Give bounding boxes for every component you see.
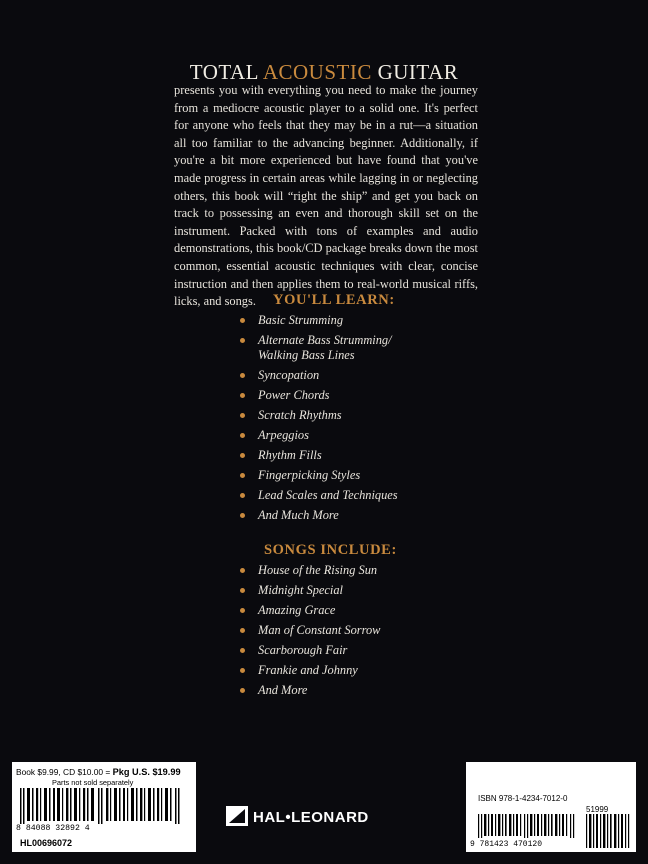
description: presents you with everything you need to make the journey from a mediocre acoustic player to a solid one. It's perfect for anyone who feels that they may be in a rut—a situation all too familiar to the advancing beginner. Additionally, if you're a bit more experienced but have found that you've made progress in certain areas while lagging in or neglecting others, this book will “right the ship” and get you back on track to possessing an even and thorough skill set on the instrument. Packed with tons of examples and audio demonstrations, this book/CD package breaks down the most common, essential acoustic techniques with clear, concise instruction and then applies them to real-world musical riffs, licks, and songs. (174, 83, 478, 309)
price-addon-barcode (586, 814, 630, 848)
list-item: Fingerpicking Styles (240, 468, 408, 483)
learn-heading: YOU'LL LEARN: (273, 292, 395, 308)
isbn-barcode (478, 814, 578, 838)
list-item: And Much More (240, 508, 408, 523)
list-item: Scratch Rhythms (240, 408, 408, 423)
package-price: Pkg U.S. $19.99 (112, 767, 181, 777)
list-item: And More (240, 683, 380, 698)
upc-digits: 8 84088 32892 4 (16, 824, 90, 833)
list-item: Lead Scales and Techniques (240, 488, 408, 503)
list-item: House of the Rising Sun (240, 563, 380, 578)
isbn-digits: 9 781423 470120 (470, 840, 543, 849)
isbn-label: ISBN 978-1-4234-7012-0 (478, 794, 568, 803)
list-item: Alternate Bass Strumming/ Walking Bass Lines (240, 333, 408, 363)
book-cd-price: Book $9.99, CD $10.00 = (16, 767, 113, 777)
publisher-name: HAL•LEONARD (253, 809, 369, 826)
songs-list (240, 563, 380, 703)
list-item: Syncopation (240, 368, 408, 383)
list-item: Midnight Special (240, 583, 380, 598)
list-item: Scarborough Fair (240, 643, 380, 658)
price-line (16, 767, 181, 777)
parts-note: Parts not sold separately (52, 778, 134, 787)
list-item: Power Chords (240, 388, 408, 403)
title-suffix: GUITAR (371, 60, 459, 84)
list-item: Basic Strumming (240, 313, 408, 328)
hal-leonard-logo (226, 804, 420, 828)
list-item: Rhythm Fills (240, 448, 408, 463)
list-item: Man of Constant Sorrow (240, 623, 380, 638)
product-code: HL00696072 (20, 838, 73, 848)
list-item: Arpeggios (240, 428, 408, 443)
learn-list (240, 313, 408, 528)
title-accent: ACOUSTIC (262, 60, 372, 84)
list-item: Frankie and Johnny (240, 663, 380, 678)
title-prefix: TOTAL (189, 60, 263, 84)
upc-barcode (18, 788, 190, 824)
price-upc-box (12, 762, 196, 852)
price-code: 51999 (586, 805, 609, 814)
list-item: Amazing Grace (240, 603, 380, 618)
isbn-box (466, 762, 636, 852)
songs-heading: SONGS INCLUDE: (264, 542, 397, 558)
